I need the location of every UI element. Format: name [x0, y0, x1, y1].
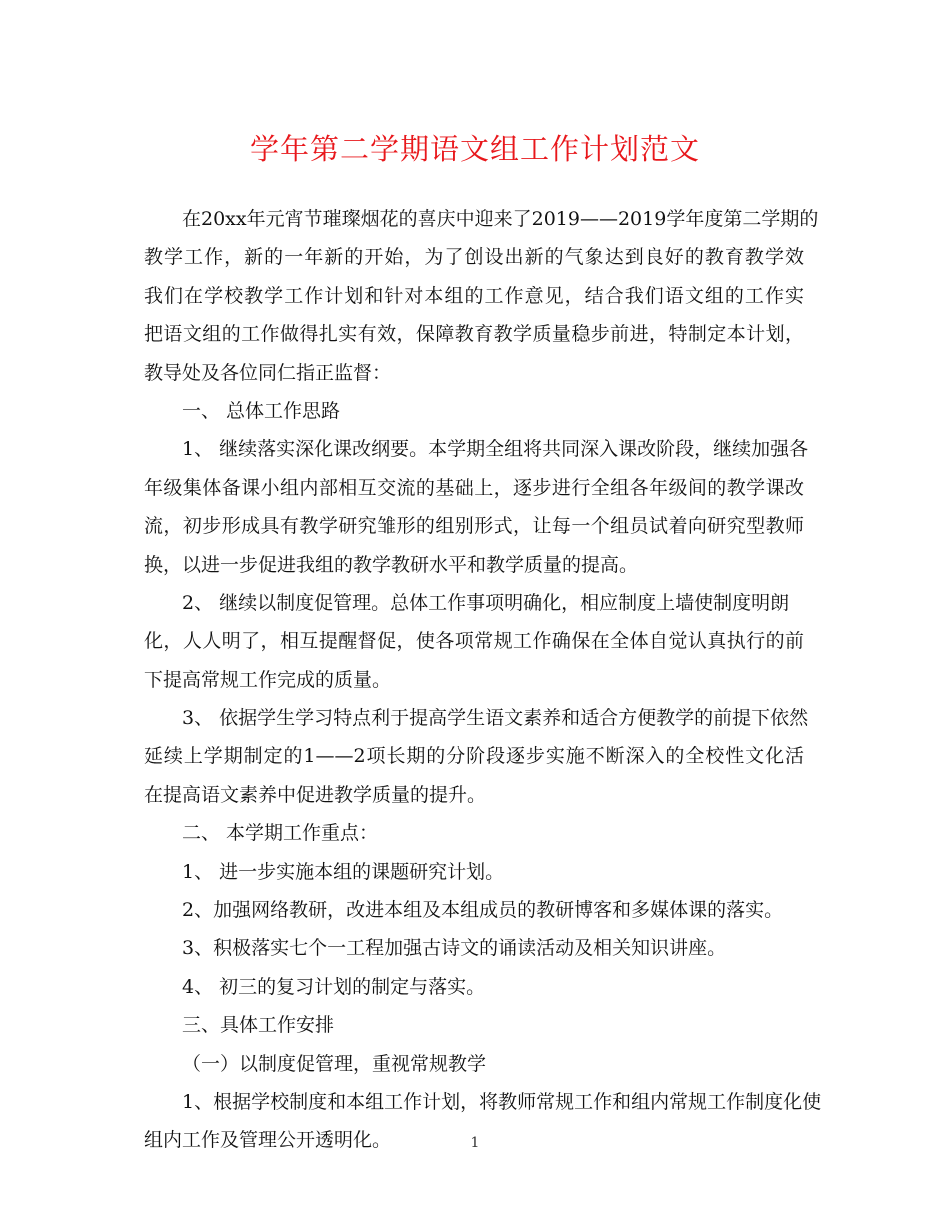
subsection-heading: （一）以制度促管理，重视常规教学: [182, 1052, 487, 1075]
document-body: [144, 200, 822, 1160]
paragraph-line: 下提高常规工作完成的质量。: [144, 668, 392, 691]
section-heading: 一、 总体工作思路: [182, 399, 341, 422]
list-item: 1、 进一步实施本组的课题研究计划。: [182, 860, 505, 883]
paragraph-line: 教学工作，新的一年新的开始，为了创设出新的气象达到良好的教育教学效: [144, 246, 804, 269]
document-title: 学年第二学期语文组工作计划范文: [249, 132, 700, 166]
paragraph-line: 把语文组的工作做得扎实有效，保障教育教学质量稳步前进，特制定本计划，: [144, 323, 804, 346]
list-item: 2、加强网络教研，改进本组及本组成员的教研博客和多媒体课的落实。: [182, 899, 784, 922]
page-number: 1: [470, 1135, 480, 1151]
section-heading: 三、具体工作安排: [182, 1014, 335, 1037]
paragraph-line: 延续上学期制定的1——2项长期的分阶段逐步实施不断深入的全校性文化活: [144, 745, 804, 768]
section-heading: 二、 本学期工作重点：: [182, 822, 379, 845]
paragraph-line: 教导处及各位同仁指正监督：: [144, 361, 392, 384]
paragraph-line: 化，人人明了，相互提醒督促，使各项常规工作确保在全体自觉认真执行的前: [144, 630, 804, 653]
paragraph-line: 年级集体备课小组内部相互交流的基础上，逐步进行全组各年级间的教学课改: [144, 476, 804, 499]
paragraph-line: 在20xx年元宵节璀璨烟花的喜庆中迎来了2019——2019学年度第二学期的: [182, 208, 819, 230]
paragraph-line: 1、根据学校制度和本组工作计划，将教师常规工作和组内常规工作制度化使: [182, 1090, 822, 1113]
paragraph-line: 2、 继续以制度促管理。总体工作事项明确化，相应制度上墙使制度明朗: [182, 591, 790, 614]
paragraph-line: 在提高语文素养中促进教学质量的提升。: [144, 783, 487, 806]
paragraph-line: 换，以进一步促进我组的教学教研水平和教学质量的提高。: [144, 553, 639, 576]
paragraph-line: 组内工作及管理公开透明化。: [144, 1129, 392, 1152]
paragraph-line: 我们在学校教学工作计划和针对本组的工作意见，结合我们语文组的工作实: [144, 284, 804, 307]
paragraph-line: 3、 依据学生学习特点利于提高学生语文素养和适合方便教学的前提下依然: [182, 707, 809, 730]
list-item: 3、积极落实七个一工程加强古诗文的诵读活动及相关知识讲座。: [182, 937, 727, 960]
paragraph-line: 流，初步形成具有教学研究雏形的组别形式，让每一个组员试着向研究型教师: [144, 515, 804, 538]
paragraph-line: 1、 继续落实深化课改纲要。本学期全组将共同深入课改阶段，继续加强各: [182, 438, 809, 461]
list-item: 4、 初三的复习计划的制定与落实。: [182, 975, 486, 998]
